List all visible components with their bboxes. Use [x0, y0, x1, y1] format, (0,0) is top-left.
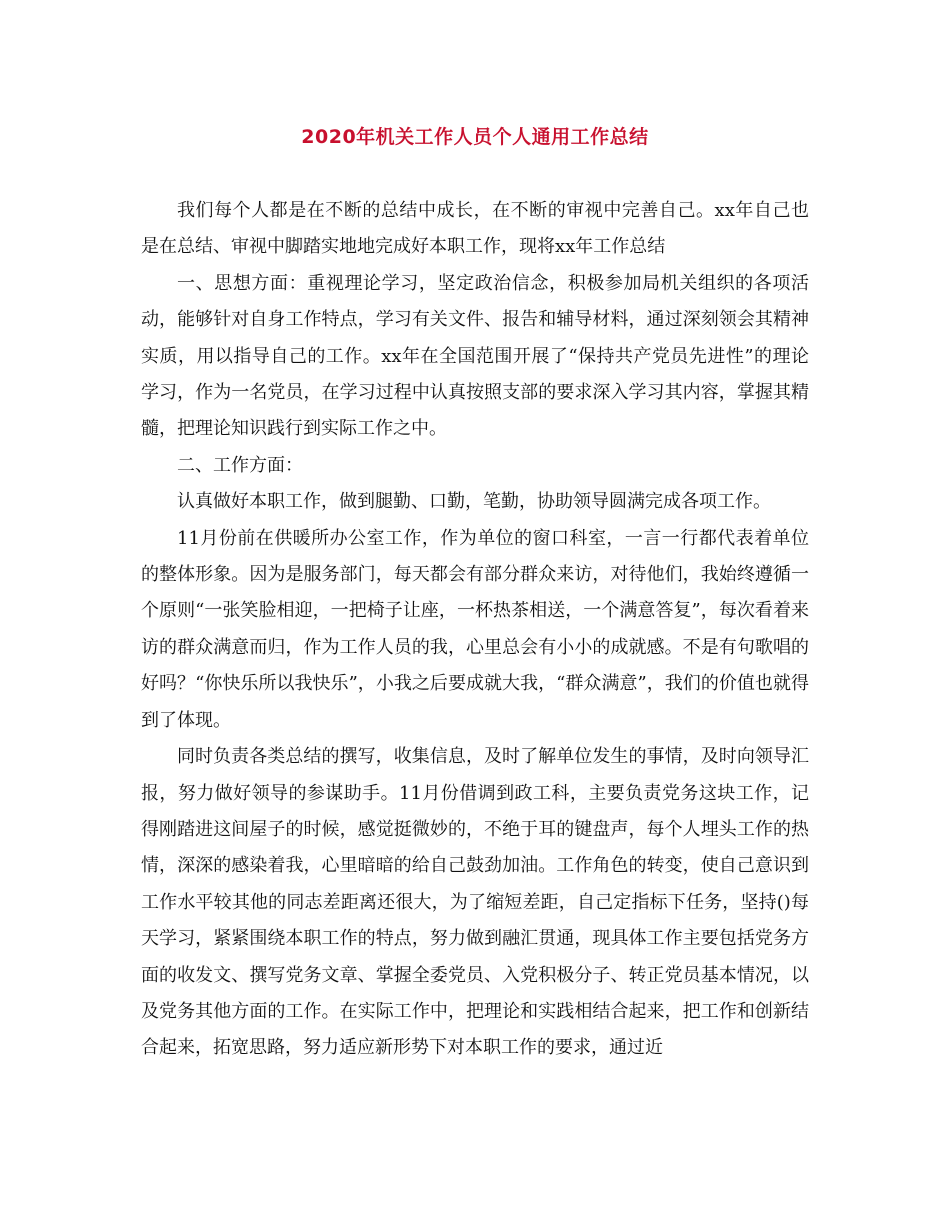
paragraph-office: 11月份前在供暖所办公室工作，作为单位的窗口科室，一言一行都代表着单位的整体形象。因为是服务部门，每天都会有部分群众来访，对待他们，我始终遵循一个原则“一张笑脸相迎，一把椅子让座，一杯热茶相送，一个满意答复”，每次看着来访的群众满意而归，作为工作人员的我，心里总会有小小的成就感。不是有句歌唱的好吗？“你快乐所以我快乐”，小我之后要成就大我，“群众满意”，我们的价值也就得到了体现。 — [141, 527, 809, 731]
document-body — [141, 193, 809, 1067]
paragraph-work-heading: 二、工作方面： — [177, 454, 303, 476]
paragraph-party-affairs: 同时负责各类总结的撰写，收集信息，及时了解单位发生的事情，及时向领导汇报，努力做好领导的参谋助手。11月份借调到政工科，主要负责党务这块工作，记得刚踏进这间屋子的时候，感觉挺微妙的，不绝于耳的键盘声，每个人埋头工作的热情，深深的感染着我，心里暗暗的给自己鼓劲加油。工作角色的转变，使自己意识到工作水平较其他的同志差距离还很大，为了缩短差距，自己定指标下任务，坚持()每天学习，紧紧围绕本职工作的特点，努力做到融汇贯通，现具体工作主要包括党务方面的收发文、撰写党务文章、掌握全委党员、入党积极分子、转正党员基本情况，以及党务其他方面的工作。在实际工作中，把理论和实践相结合起来，把工作和创新结合起来，拓宽思路，努力适应新形势下对本职工作的要求，通过近 — [141, 746, 809, 1059]
paragraph-thought: 一、思想方面：重视理论学习，坚定政治信念，积极参加局机关组织的各项活动，能够针对自身工作特点，学习有关文件、报告和辅导材料，通过深刻领会其精神实质，用以指导自己的工作。xx年在全国范围开展了“保持共产党员先进性”的理论学习，作为一名党员，在学习过程中认真按照支部的要求深入学习其内容，掌握其精髓，把理论知识践行到实际工作之中。 — [141, 272, 809, 440]
paragraph-intro: 我们每个人都是在不断的总结中成长，在不断的审视中完善自己。xx年自己也是在总结、审视中脚踏实地地完成好本职工作，现将xx年工作总结 — [141, 200, 809, 258]
document-title: 2020年机关工作人员个人通用工作总结 — [301, 126, 649, 148]
paragraph-duty: 认真做好本职工作，做到腿勤、口勤，笔勤，协助领导圆满完成各项工作。 — [177, 491, 771, 513]
